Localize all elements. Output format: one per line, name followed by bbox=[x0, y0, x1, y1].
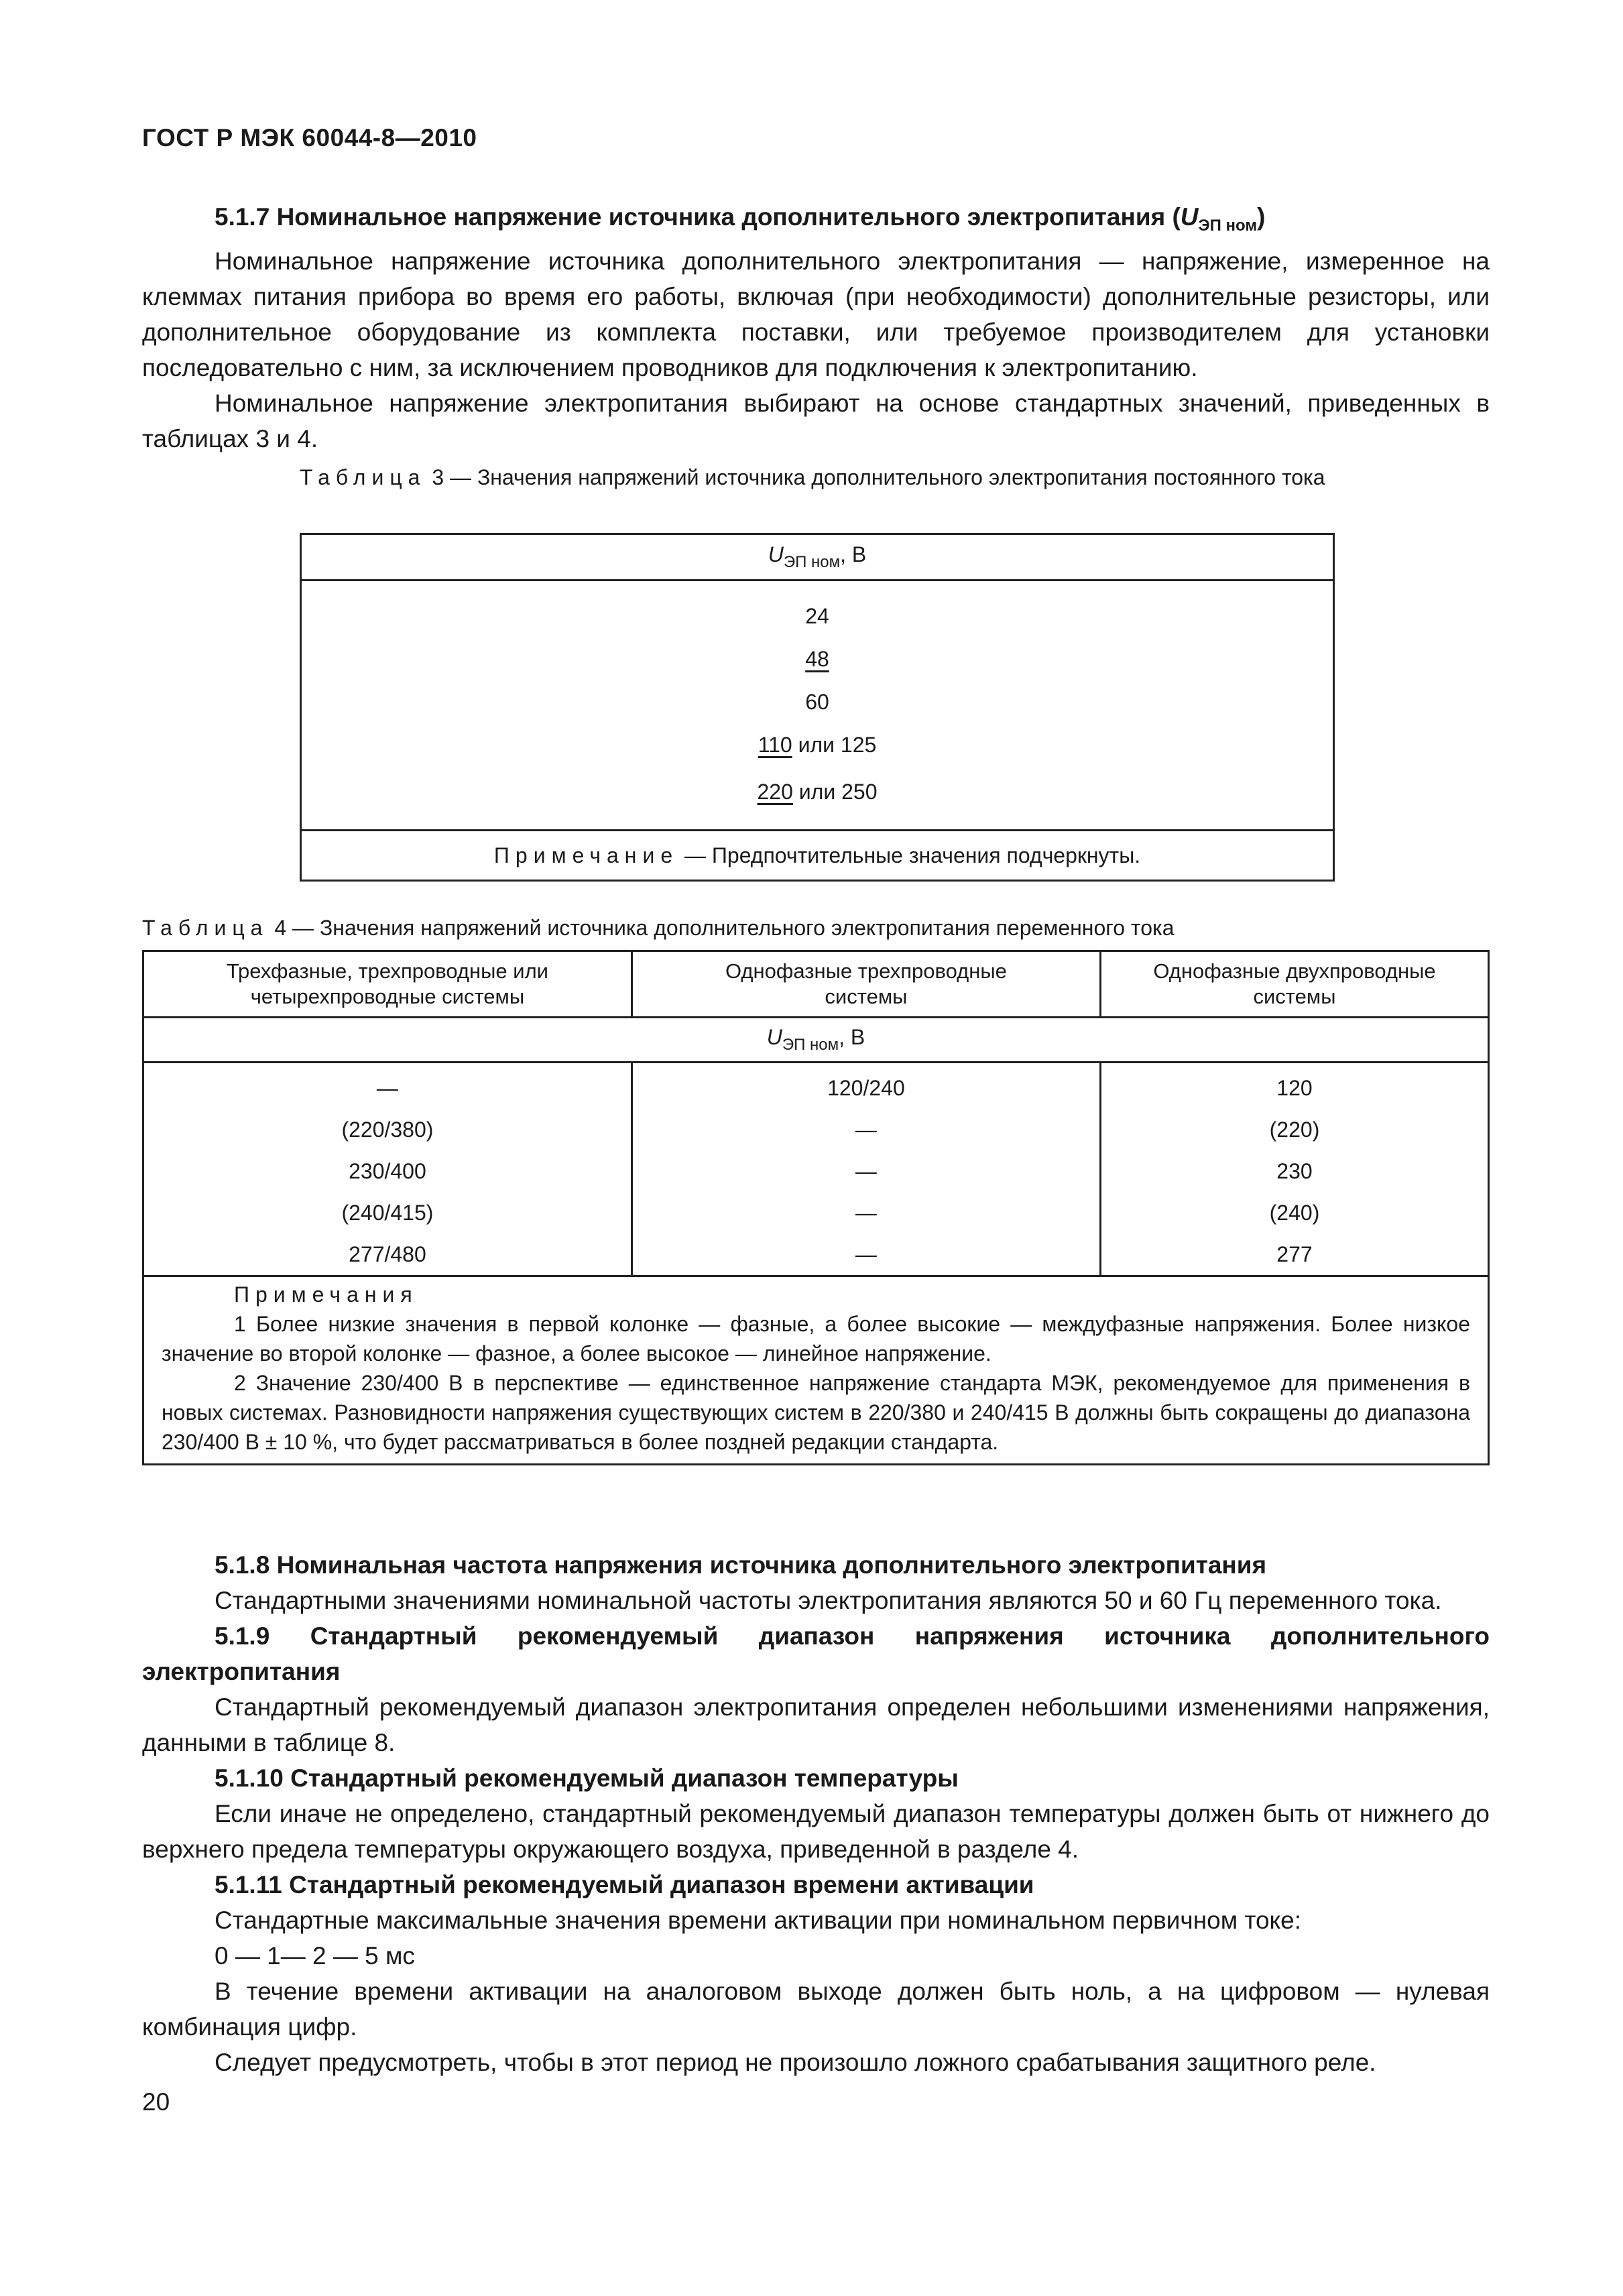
table-cell: (240/415) bbox=[143, 1192, 632, 1233]
table4-column-header: Однофазные двухпроводные системы bbox=[1100, 951, 1488, 1018]
table3-value: 24 bbox=[805, 604, 829, 628]
section-5-1-7 bbox=[142, 199, 1490, 457]
table3-note: Примечание — Предпочтительные значения подчеркнуты. bbox=[301, 831, 1334, 881]
note-2: 2 Значение 230/400 В в перспективе — единственное напряжение стандарта МЭК, рекомендуемое для применения в новых системах. Разновидности напряжения существующих систем в 220/380 и 240/415 В должны быть сокращены до диапазона 230/400 В ± 10 %, что будет рассматриваться в более поздней редакции стандарта. bbox=[162, 1371, 1470, 1454]
table3-value: 110 или 125 bbox=[758, 733, 877, 757]
paragraph: Если иначе не определено, стандартный рекомендуемый диапазон температуры должен быть от нижнего до верхнего предела температуры окружающего воздуха, приведенной в разделе 4. bbox=[142, 1800, 1490, 1863]
table-row bbox=[143, 1063, 1489, 1109]
section-heading: 5.1.7 Номинальное напряжение источника дополнительного электропитания $(U_{ЭП ном})$ bbox=[215, 203, 1266, 235]
table-cell: 277 bbox=[1100, 1233, 1488, 1276]
sections-5-1-8-to-5-1-11 bbox=[142, 1547, 1490, 2080]
page-number: 20 bbox=[142, 2088, 170, 2116]
paragraph: В течение времени активации на аналоговом выходе должен быть ноль, а на цифровом — нулевая комбинация цифр. bbox=[142, 1978, 1490, 2041]
table-row bbox=[143, 1233, 1489, 1276]
table-cell: — bbox=[632, 1233, 1100, 1276]
section-heading: 5.1.10 Стандартный рекомендуемый диапазон температуры bbox=[215, 1764, 959, 1792]
table-cell: — bbox=[632, 1150, 1100, 1192]
table-cell: (220) bbox=[1100, 1109, 1488, 1150]
table-cell: — bbox=[632, 1109, 1100, 1150]
paragraph: Номинальное напряжение электропитания выбирают на основе стандартных значений, приведенных в таблицах 3 и 4. bbox=[142, 389, 1490, 452]
table3-values bbox=[301, 581, 1334, 831]
table-cell: 120/240 bbox=[632, 1063, 1100, 1109]
table4 bbox=[142, 950, 1490, 1465]
section-heading: 5.1.8 Номинальная частота напряжения источника дополнительного электропитания bbox=[215, 1551, 1267, 1579]
paragraph: Номинальное напряжение источника дополнительного электропитания — напряжение, измеренное на клеммах питания прибора во время его работы, включая (при необходимости) дополнительные резисторы, или дополнительное оборудование из комплекта поставки, или требуемое производителем для установки последовательно с ним, за исключением проводников для подключения к электропитанию. bbox=[142, 247, 1490, 381]
table4-column-header: Трехфазные, трехпроводные или четырехпроводные системы bbox=[143, 951, 632, 1018]
document-header: ГОСТ Р МЭК 60044-8—2010 bbox=[142, 124, 477, 152]
paragraph: Стандартными значениями номинальной частоты электропитания являются 50 и 60 Гц переменного тока. bbox=[215, 1587, 1442, 1614]
table-cell: — bbox=[143, 1063, 632, 1109]
table4-notes bbox=[143, 1276, 1489, 1465]
table-cell: (240) bbox=[1100, 1192, 1488, 1233]
table4-column-header: Однофазные трехпроводные системы bbox=[632, 951, 1100, 1018]
table3-value: 220 или 250 bbox=[757, 780, 878, 804]
paragraph: Стандартные максимальные значения времени активации при номинальном первичном токе: bbox=[215, 1907, 1302, 1934]
table3 bbox=[300, 533, 1335, 882]
notes-label: Примечания bbox=[234, 1282, 418, 1307]
table4-unit-header: $U_{ЭП ном}$, В bbox=[143, 1018, 1489, 1063]
paragraph: Стандартный рекомендуемый диапазон электропитания определен небольшими изменениями напряжения, данными в таблице 8. bbox=[142, 1693, 1490, 1756]
table-cell: 120 bbox=[1100, 1063, 1488, 1109]
note-1: 1 Более низкие значения в первой колонке — фазные, а более высокие — междуфазные напряжения. Более низкое значение во второй колонке — фазное, а более высокое — линейное напряжение. bbox=[162, 1312, 1470, 1366]
table-cell: 277/480 bbox=[143, 1233, 632, 1276]
table4-caption: Таблица 4 — Значения напряжений источника дополнительного электропитания переменного тока bbox=[142, 916, 1175, 940]
paragraph: 0 — 1— 2 — 5 мс bbox=[215, 1942, 415, 1970]
table3-caption: Таблица 3 — Значения напряжений источника дополнительного электропитания постоянного тока bbox=[300, 465, 1325, 489]
table-cell: (220/380) bbox=[143, 1109, 632, 1150]
table-row bbox=[143, 1109, 1489, 1150]
table-cell: — bbox=[632, 1192, 1100, 1233]
paragraph: Следует предусмотреть, чтобы в этот период не произошло ложного срабатывания защитного реле. bbox=[215, 2049, 1376, 2076]
section-heading: 5.1.9 Стандартный рекомендуемый диапазон напряжения источника дополнительного электропитания bbox=[142, 1622, 1490, 1685]
table-row bbox=[143, 1192, 1489, 1233]
table-cell: 230 bbox=[1100, 1150, 1488, 1192]
table3-value: 60 bbox=[805, 690, 829, 714]
table-row bbox=[143, 1150, 1489, 1192]
table-cell: 230/400 bbox=[143, 1150, 632, 1192]
table3-header: $U_{ЭП ном}$, В bbox=[301, 534, 1334, 581]
table3-value: 48 bbox=[805, 647, 829, 671]
section-heading: 5.1.11 Стандартный рекомендуемый диапазон времени активации bbox=[215, 1871, 1034, 1898]
